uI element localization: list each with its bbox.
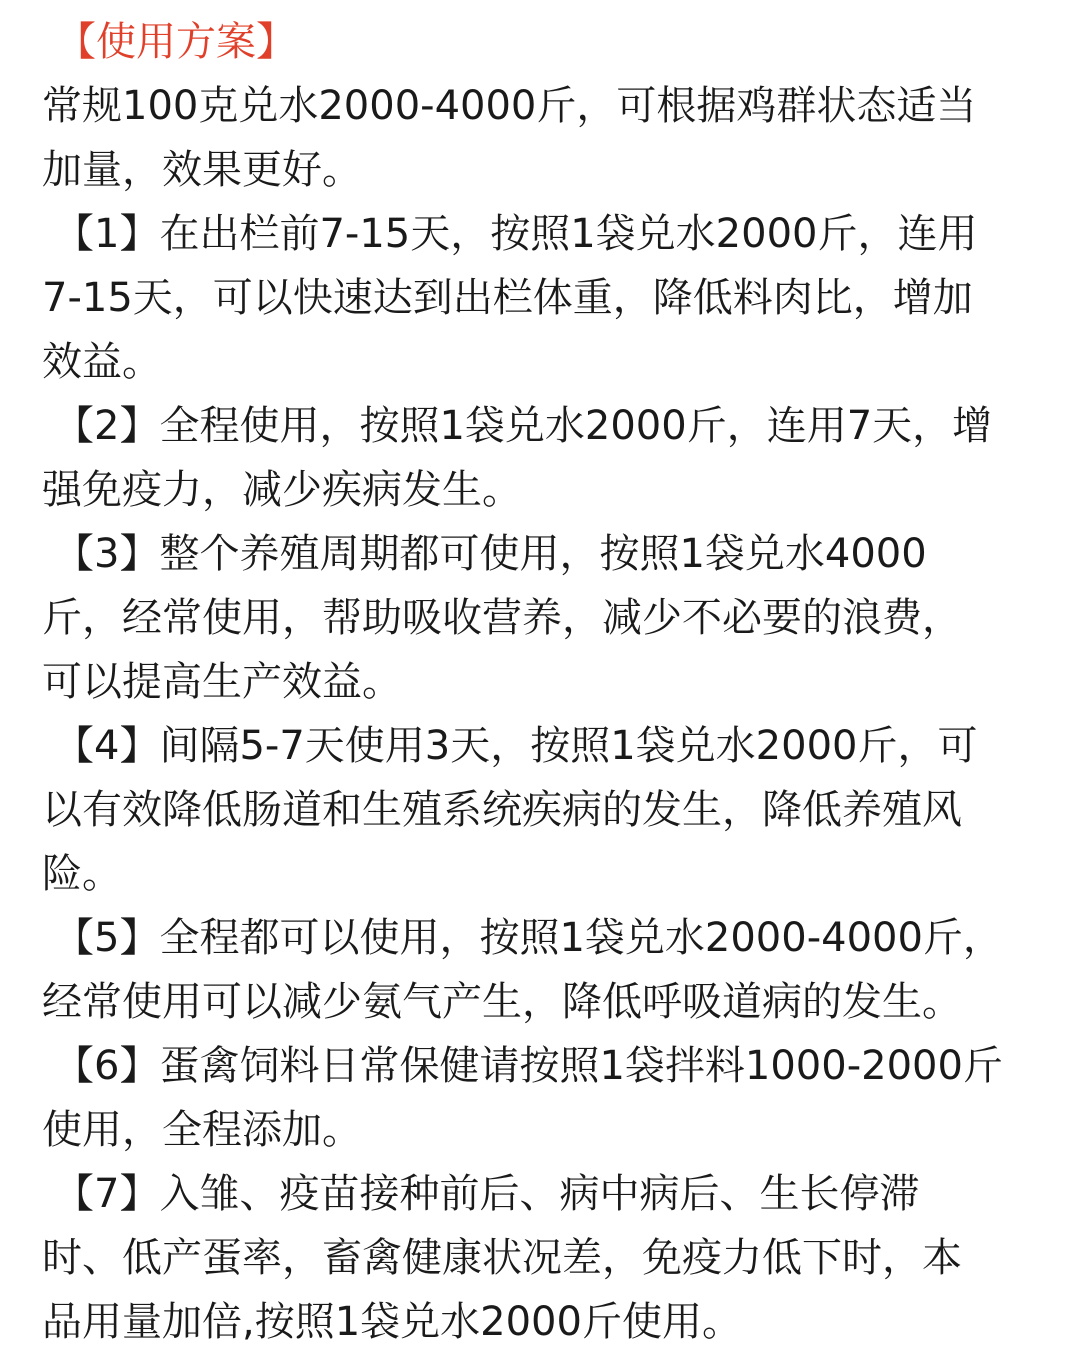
item-line: 【6】蛋禽饲料日常保健请按照1袋拌料1000-2000斤 xyxy=(54,1043,1003,1089)
item-line: 【4】间隔5-7天使用3天，按照1袋兑水2000斤，可 xyxy=(54,723,978,769)
usage-item-5 xyxy=(42,906,1042,1034)
item-line: 品用量加倍,按照1袋兑水2000斤使用。 xyxy=(42,1299,742,1345)
item-line: 效益。 xyxy=(42,339,162,385)
item-line: 使用，全程添加。 xyxy=(42,1107,362,1153)
item-line: 【7】入雏、疫苗接种前后、病中病后、生长停滞 xyxy=(54,1171,920,1217)
item-line: 时、低产蛋率，畜禽健康状况差，免疫力低下时，本 xyxy=(42,1235,962,1281)
usage-item-4 xyxy=(42,714,1042,906)
intro-paragraph xyxy=(42,74,1042,202)
item-line: 【3】整个养殖周期都可使用，按照1袋兑水4000 xyxy=(54,531,927,577)
item-line: 【2】全程使用，按照1袋兑水2000斤，连用7天，增 xyxy=(54,403,993,449)
intro-line: 常规100克兑水2000-4000斤，可根据鸡群状态适当 xyxy=(42,83,977,129)
usage-document xyxy=(42,14,1042,1354)
intro-line: 加量，效果更好。 xyxy=(42,147,362,193)
section-heading: 【使用方案】 xyxy=(56,19,296,65)
item-line: 以有效降低肠道和生殖系统疾病的发生，降低养殖风 xyxy=(42,787,962,833)
item-line: 【5】全程都可以使用，按照1袋兑水2000-4000斤， xyxy=(54,915,1003,961)
usage-item-6 xyxy=(42,1034,1042,1162)
item-line: 斤，经常使用，帮助吸收营养，减少不必要的浪费， xyxy=(42,595,962,641)
item-line: 险。 xyxy=(42,851,122,897)
usage-item-1 xyxy=(42,202,1042,394)
item-line: 强免疫力，减少疾病发生。 xyxy=(42,467,522,513)
usage-item-3 xyxy=(42,522,1042,714)
item-line: 经常使用可以减少氨气产生，降低呼吸道病的发生。 xyxy=(42,979,962,1025)
item-line: 7-15天，可以快速达到出栏体重，降低料肉比，增加 xyxy=(42,275,973,321)
item-line: 可以提高生产效益。 xyxy=(42,659,402,705)
usage-item-2 xyxy=(42,394,1042,522)
item-line: 【1】在出栏前7-15天，按照1袋兑水2000斤，连用 xyxy=(54,211,978,257)
usage-item-7 xyxy=(42,1162,1042,1354)
